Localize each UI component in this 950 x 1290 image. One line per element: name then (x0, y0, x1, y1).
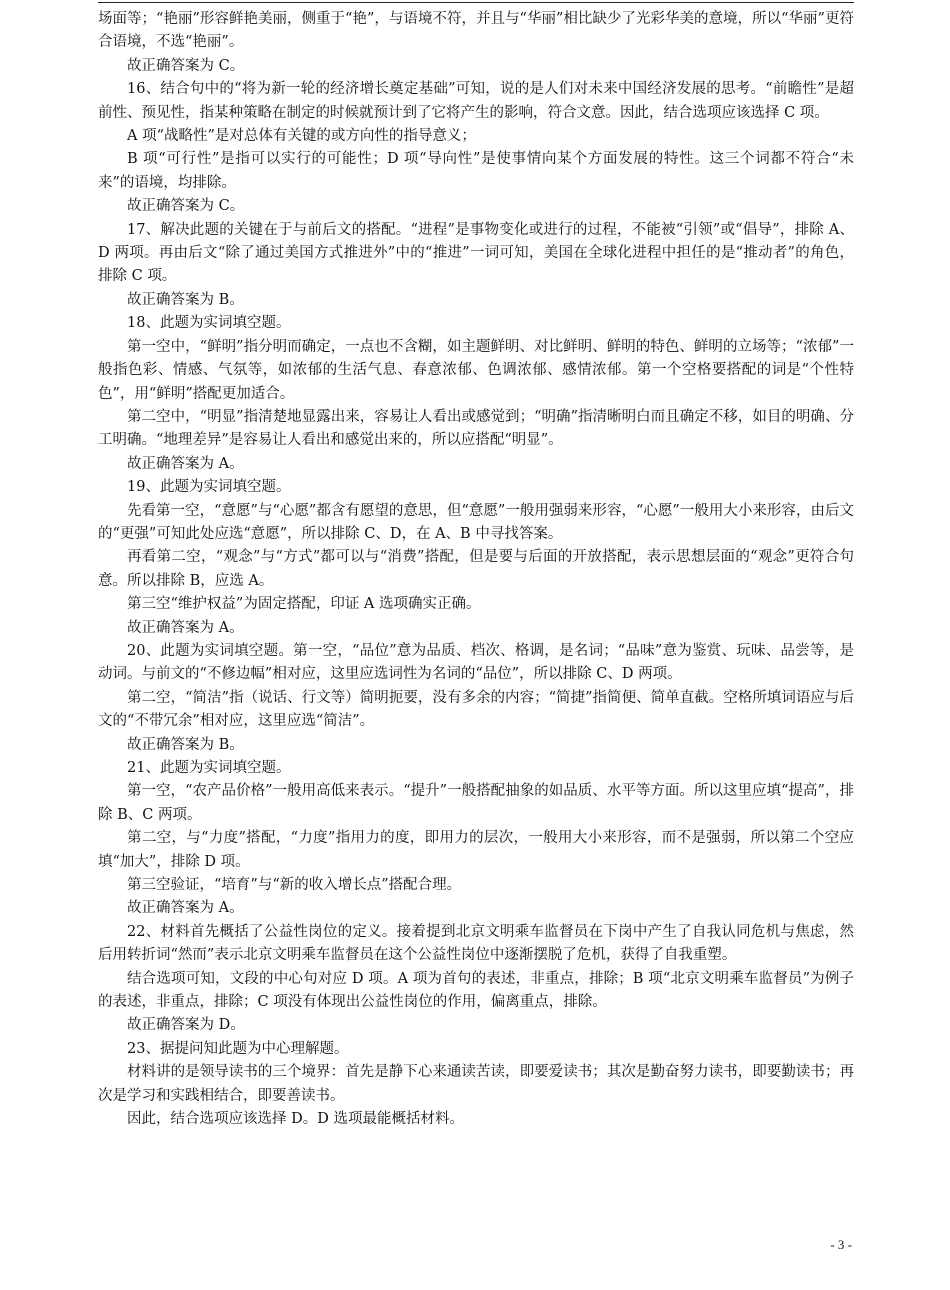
paragraph: 材料讲的是领导读书的三个境界：首先是静下心来通读苦读，即要爱读书；其次是勤奋努力读书，即要勤读书；再次是学习和实践相结合，即要善读书。 (98, 1064, 854, 1104)
answer-line: 故正确答案为 A。 (127, 455, 244, 472)
document-body (98, 8, 854, 1132)
paragraph: 第三空验证，“培育”与“新的收入增长点”搭配合理。 (127, 877, 462, 894)
paragraph-q22: 22、材料首先概括了公益性岗位的定义。接着提到北京文明乘车监督员在下岗中产生了自我认同危机与焦虑，然后用转折词“然而”表示北京文明乘车监督员在这个公益性岗位中逐渐摆脱了危机，获得了自我重塑。 (98, 923, 854, 964)
answer-line: 故正确答案为 B。 (127, 291, 244, 308)
paragraph: B 项“可行性”是指可以实行的可能性；D 项“导向性”是使事情向某个方面发展的特性。这三个词都不符合“未来”的语境，均排除。 (98, 151, 854, 191)
answer-line: 故正确答案为 A。 (127, 619, 244, 636)
paragraph: 第一空中，“鲜明”指分明而确定，一点也不含糊，如主题鲜明、对比鲜明、鲜明的特色、鲜明的立场等；“浓郁”一般指色彩、情感、气氛等，如浓郁的生活气息、春意浓郁、色调浓郁、感情浓郁。第一个空格要搭配的词是“个性特色”，用“鲜明”搭配更加适合。 (98, 338, 854, 402)
paragraph-q17: 17、解决此题的关键在于与前后文的搭配。“进程”是事物变化或进行的过程，不能被“引领”或“倡导”，排除 A、D 两项。再由后文“除了通过美国方式推进外”中的“推进”一词可知，美国在全球化进程中担任的是“推动者”的角色，排除 C 项。 (98, 221, 854, 285)
answer-line: 故正确答案为 C。 (127, 198, 245, 215)
answer-line: 故正确答案为 A。 (127, 900, 244, 917)
paragraph-q16: 16、结合句中的“将为新一轮的经济增长奠定基础”可知，说的是人们对未来中国经济发展的思考。“前瞻性”是超前性、预见性，指某种策略在制定的时候就预计到了它将产生的影响，符合文意。因此，结合选项应该选择 C 项。 (98, 81, 854, 121)
header-rule (98, 2, 854, 3)
paragraph: 再看第二空，“观念”与“方式”都可以与“消费”搭配，但是要与后面的开放搭配，表示思想层面的“观念”更符合句意。所以排除 B，应选 A。 (98, 549, 854, 589)
paragraph-q20: 20、此题为实词填空题。第一空，“品位”意为品质、档次、格调，是名词；“品味”意为鉴赏、玩味、品尝等，是动词。与前文的“不修边幅”相对应，这里应选词性为名词的“品位”，所以排除 C、D 两项。 (98, 642, 854, 683)
paragraph: 结合选项可知，文段的中心句对应 D 项。A 项为首句的表述，非重点，排除；B 项“北京文明乘车监督员”为例子的表述，非重点，排除；C 项没有体现出公益性岗位的作用，偏离重点，排除。 (98, 970, 854, 1011)
page-number: - 3 - (830, 1237, 852, 1252)
paragraph: A 项“战略性”是对总体有关键的或方向性的指导意义； (127, 128, 476, 145)
paragraph: 第二空，“简洁”指（说话、行文等）简明扼要，没有多余的内容；“简捷”指简便、简单直截。空格所填词语应与后文的“不带冗余”相对应，这里应选“简洁”。 (98, 689, 854, 730)
paragraph: 先看第一空，“意愿”与“心愿”都含有愿望的意思，但“意愿”一般用强弱来形容，“心愿”一般用大小来形容，由后文的“更强”可知此处应选“意愿”，所以排除 C、D，在 A、B 中寻找答案。 (98, 502, 854, 542)
paragraph-q19: 19、此题为实词填空题。 (127, 479, 291, 496)
paragraph-q23: 23、据提问知此题为中心理解题。 (127, 1040, 349, 1057)
paragraph-q21: 21、此题为实词填空题。 (127, 760, 291, 776)
paragraph: 场面等；“艳丽”形容鲜艳美丽，侧重于“艳”，与语境不符，并且与“华丽”相比缺少了光彩华美的意境，所以“华丽”更符合语境，不选“艳丽”。 (98, 11, 854, 51)
paragraph: 因此，结合选项应该选择 D。D 选项最能概括材料。 (127, 1111, 464, 1128)
paragraph: 第一空，“农产品价格”一般用高低来表示。“提升”一般搭配抽象的如品质、水平等方面。所以这里应填“提高”，排除 B、C 两项。 (98, 783, 854, 823)
paragraph-q18: 18、此题为实词填空题。 (127, 315, 291, 332)
paragraph: 第二空，与“力度”搭配，“力度”指用力的度，即用力的层次，一般用大小来形容，而不是强弱，所以第二个空应填“加大”，排除 D 项。 (98, 830, 854, 870)
paragraph: 第二空中，“明显”指清楚地显露出来，容易让人看出或感觉到；“明确”指清晰明白而且确定不移，如目的明确、分工明确。“地理差异”是容易让人看出和感觉出来的，所以应搭配“明显”。 (98, 408, 854, 449)
answer-line: 故正确答案为 D。 (127, 1017, 245, 1034)
answer-line: 故正确答案为 B。 (127, 736, 244, 753)
answer-line: 故正确答案为 C。 (127, 57, 245, 74)
paragraph: 第三空“维护权益”为固定搭配，印证 A 选项确实正确。 (127, 596, 481, 613)
